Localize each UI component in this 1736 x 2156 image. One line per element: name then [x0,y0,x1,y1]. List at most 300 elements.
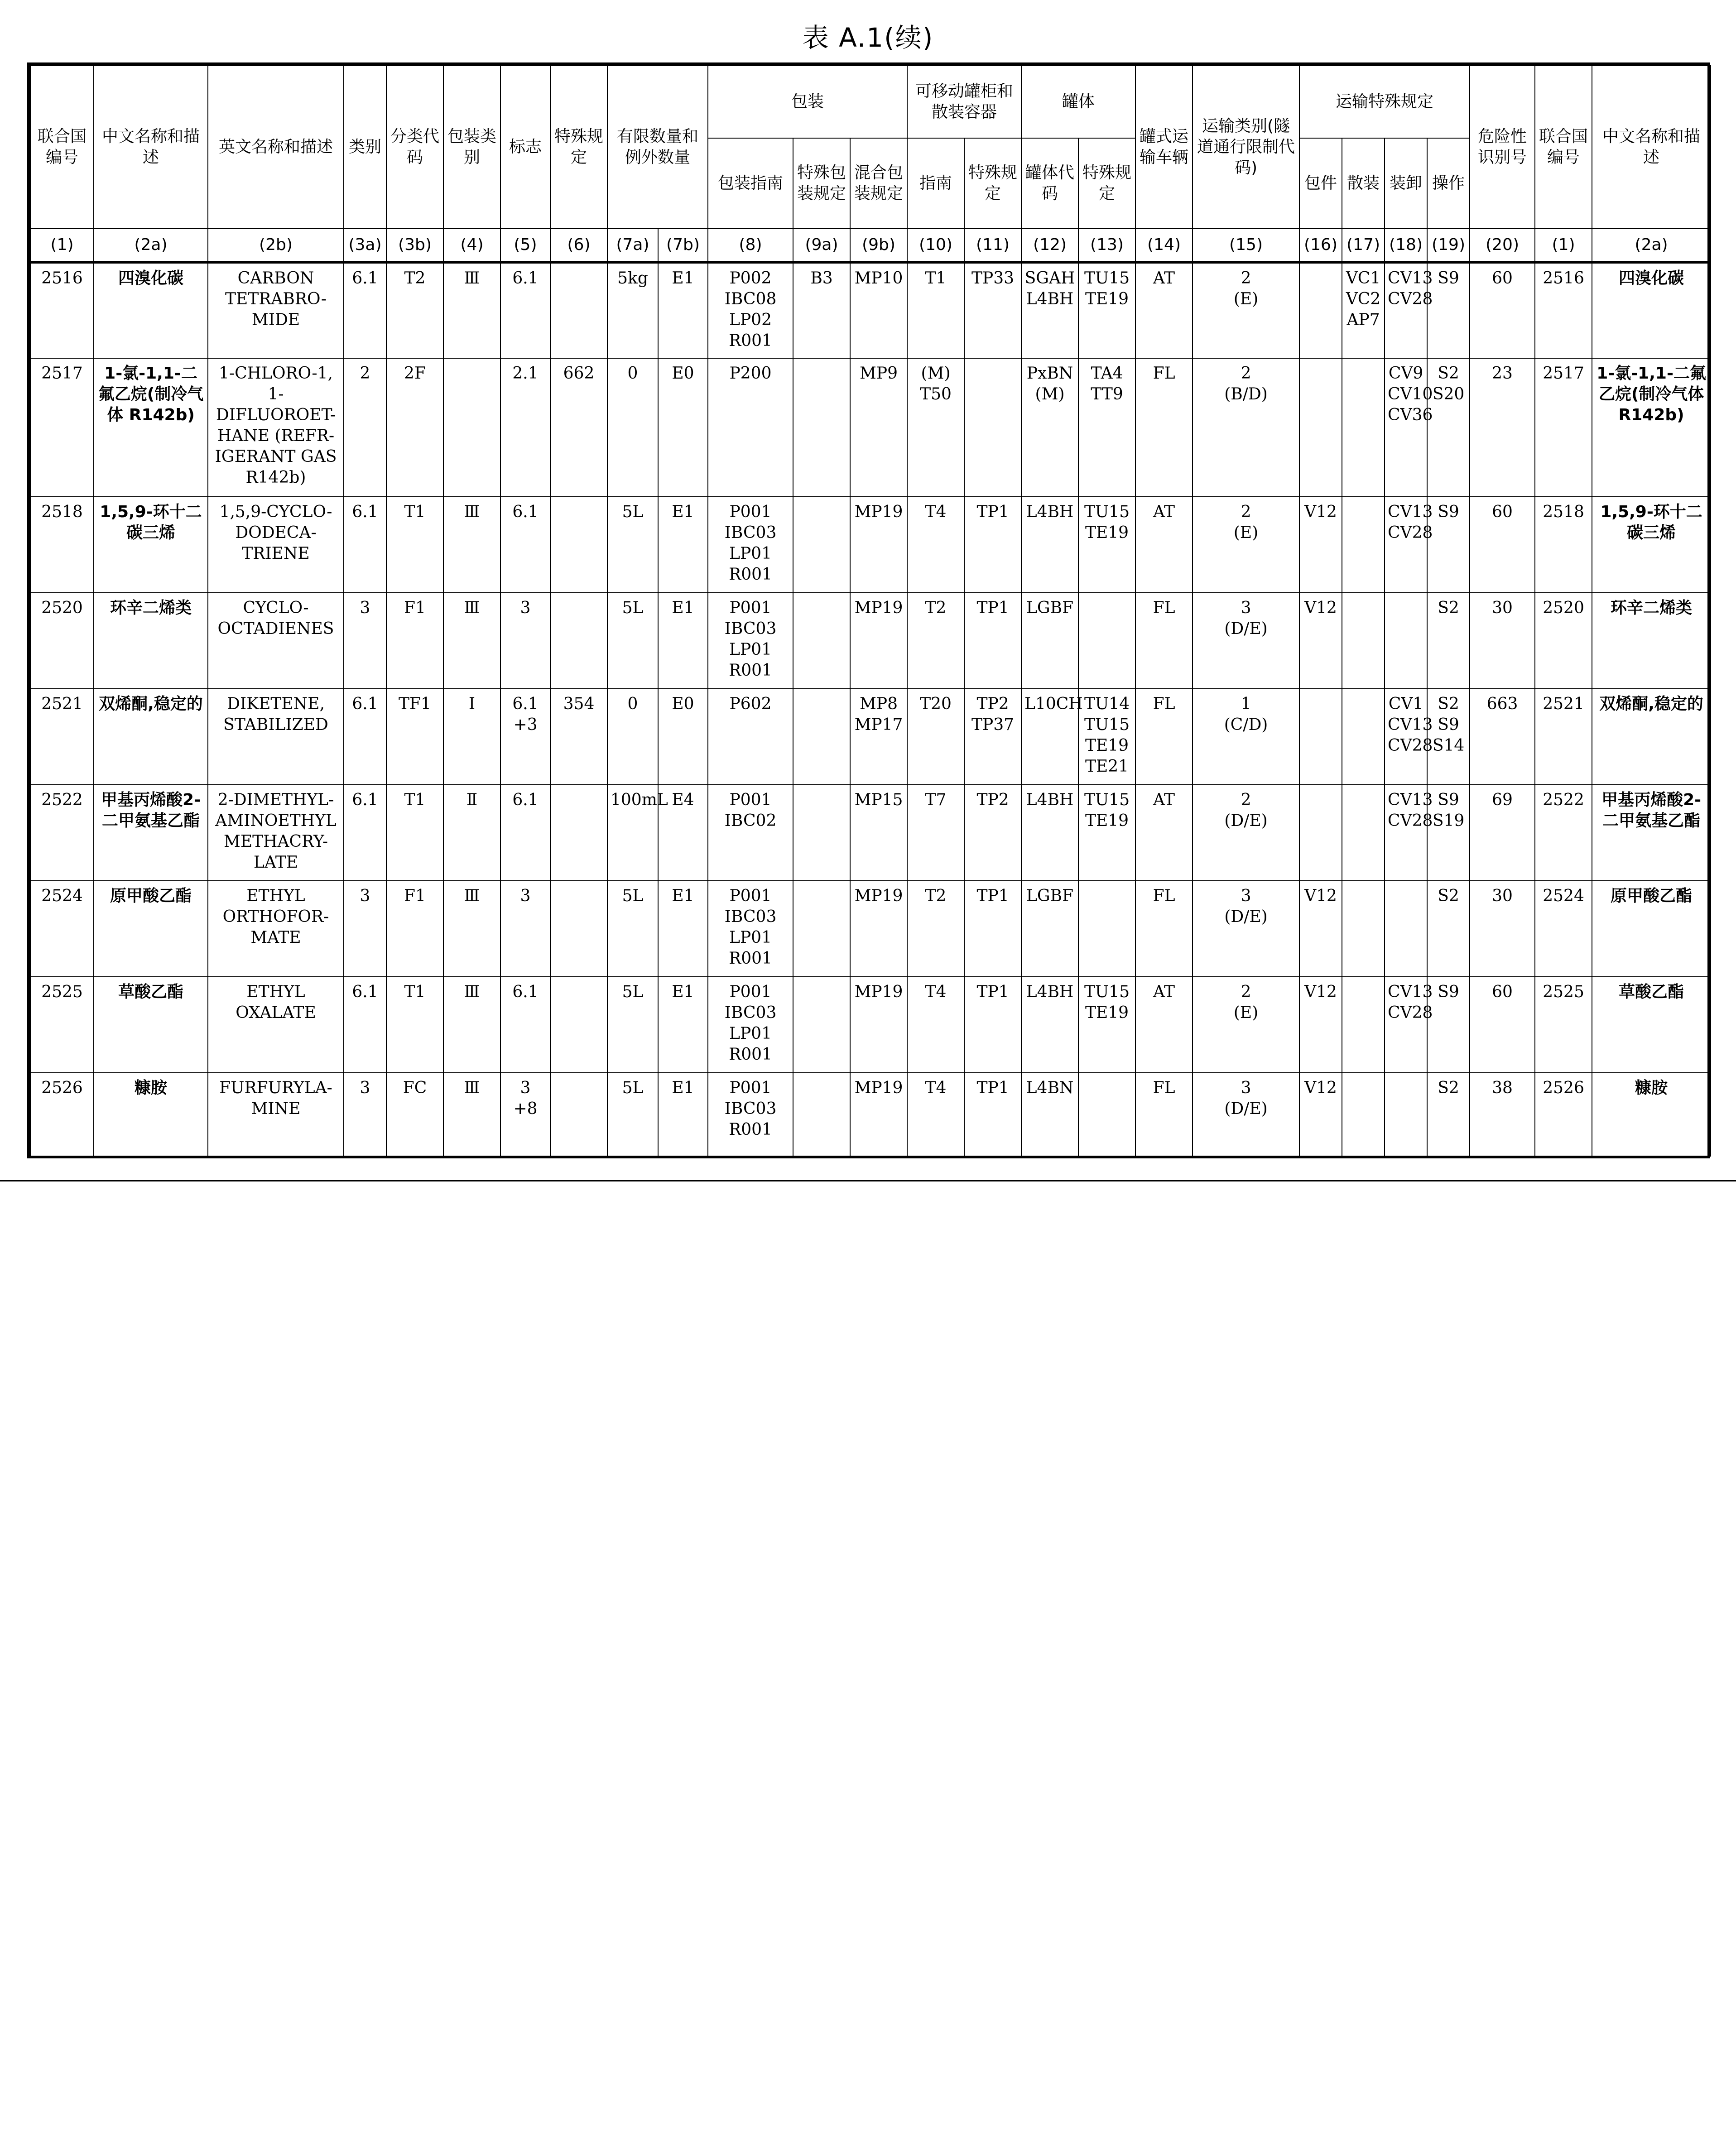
labels-cell [500,977,550,1073]
transport-category-line: 3 [1241,1079,1251,1097]
pt-special-text: TP33 [971,269,1015,288]
packaging-instructions-line: IBC03 [724,908,777,926]
class-code-cell: 2F [386,358,443,497]
column-number: (3a) [344,229,386,262]
tank-code-line: L4BN [1026,1079,1074,1097]
tank-code-line: L4BH [1026,503,1074,521]
st-bulk-line: AP7 [1346,311,1380,329]
column-number: (15) [1193,229,1299,262]
dangerous-goods-table [27,62,1710,1158]
pt-instructions-line: T2 [925,887,947,905]
transport-category-line: 2 [1241,503,1251,521]
un-no-2-cell: 2524 [1535,881,1592,977]
header-labels: 标志 [500,66,550,229]
column-number: (4) [443,229,500,262]
transport-category-line: (E) [1233,1004,1259,1022]
header-portable-tanks: 可移动罐柜和散装容器 [907,66,1021,138]
footer-rule [0,1180,1736,1181]
mixed-packing-cell [850,881,907,977]
special-packing-cell [793,497,850,593]
mixed-packing-text: MP19 [854,503,903,521]
special-provisions-cell [550,785,607,881]
un-no-cell: 2526 [30,1073,94,1156]
packing-group-cell: Ⅲ [443,262,500,358]
st-operation-line: S9 [1438,269,1459,288]
limited-qty-cell: 0 [607,358,658,497]
transport-category-cell [1193,358,1299,497]
name-cn-2-cell: 糠胺 [1592,1073,1711,1156]
pt-instructions-cell [907,593,964,689]
un-no-cell: 2516 [30,262,94,358]
packing-group-cell: Ⅰ [443,689,500,785]
tank-vehicle-cell: FL [1135,358,1193,497]
st-loading-cell [1385,262,1433,358]
st-bulk-cell [1342,593,1385,689]
pt-instructions-cell [907,1073,964,1156]
st-loading-line: CV10 [1388,385,1433,403]
pt-instructions-line: T50 [920,385,952,403]
st-bulk-cell [1342,881,1385,977]
st-bulk-cell [1342,785,1385,881]
column-number: (1) [1535,229,1592,262]
packaging-instructions-line: R001 [729,949,772,968]
tank-code-line: L4BH [1026,290,1074,308]
tank-vehicle-cell: AT [1135,497,1193,593]
column-number: (18) [1385,229,1427,262]
header-class-code: 分类代码 [386,66,443,229]
st-packages-cell: V12 [1299,497,1342,593]
st-bulk-cell [1342,262,1385,358]
st-operation-line: S9 [1438,715,1459,734]
tank-vehicle-cell: FL [1135,593,1193,689]
excepted-qty-cell: E0 [658,689,708,785]
excepted-qty-cell: E4 [658,785,708,881]
st-operation-line: S2 [1438,599,1459,617]
pt-instructions-cell [907,689,964,785]
st-loading-cell [1385,977,1433,1073]
column-number: (1) [30,229,94,262]
name-en-cell: 1-CHLORO-1, 1-DIFLUOROET-HANE (REFR-IGERANT GAS R142b) [208,358,344,497]
tank-special-line: TU15 [1084,791,1130,809]
pt-instructions-line: T4 [925,503,947,521]
packaging-instructions-cell [708,593,793,689]
tank-code-line: L10CH [1024,695,1083,713]
labels-cell [500,497,550,593]
mixed-packing-text: MP19 [854,983,903,1001]
st-packages-cell: V12 [1299,977,1342,1073]
transport-category-cell [1193,977,1299,1073]
pt-instructions-line: T4 [925,1079,947,1097]
name-cn-2-cell: 原甲酸乙酯 [1592,881,1711,977]
st-packages-cell: V12 [1299,881,1342,977]
un-no-2-cell: 2525 [1535,977,1592,1073]
special-packing-cell [793,593,850,689]
tank-special-line: TE19 [1085,736,1129,755]
un-no-2-cell: 2521 [1535,689,1592,785]
labels-cell [500,1073,550,1156]
un-no-2-cell: 2517 [1535,358,1592,497]
table-row [30,785,1711,881]
st-packages-cell [1299,785,1342,881]
packaging-instructions-cell [708,262,793,358]
st-loading-cell [1385,689,1433,785]
tank-special-cell [1078,1073,1135,1156]
st-packages-cell: V12 [1299,593,1342,689]
tank-code-line: PxBN [1026,364,1073,383]
st-operation-cell [1427,262,1470,358]
st-operation-line: S2 [1438,695,1459,713]
st-loading-line: CV28 [1388,736,1433,755]
column-number: (2a) [1592,229,1711,262]
name-cn-2-cell: 1-氯-1,1-二氟乙烷(制冷气体 R142b) [1592,358,1711,497]
header-special-provisions: 特殊规定 [550,66,607,229]
st-loading-line: CV13 [1388,791,1433,809]
st-operation-line: S9 [1438,983,1459,1001]
header-un-no: 联合国编号 [30,66,94,229]
special-packing-cell [793,785,850,881]
hazard-id-cell: 30 [1470,593,1535,689]
un-no-cell: 2525 [30,977,94,1073]
special-provisions-cell: 354 [550,689,607,785]
tank-code-line: LGBF [1026,599,1074,617]
column-number: (3b) [386,229,443,262]
st-operation-cell [1427,358,1470,497]
un-no-cell: 2524 [30,881,94,977]
hazard-id-cell: 23 [1470,358,1535,497]
special-packing-cell [793,977,850,1073]
limited-qty-cell: 5L [607,1073,658,1156]
class-cell: 3 [344,881,386,977]
tank-code-cell [1021,1073,1078,1156]
transport-category-cell [1193,262,1299,358]
transport-category-line: 2 [1241,791,1251,809]
column-number: (17) [1342,229,1385,262]
labels-cell [500,689,550,785]
packaging-instructions-line: IBC03 [724,1004,777,1022]
packaging-instructions-cell [708,977,793,1073]
table-row [30,977,1711,1073]
packaging-instructions-line: IBC03 [724,619,777,638]
tank-code-cell [1021,593,1078,689]
name-en-cell: 1,5,9-CYCLO-DODECA-TRIENE [208,497,344,593]
transport-category-line: 2 [1241,269,1251,288]
column-number: (7b) [658,229,708,262]
pt-instructions-line: (M) [921,364,951,383]
class-cell: 6.1 [344,262,386,358]
class-code-cell: T1 [386,785,443,881]
labels-text: 3 [520,887,531,905]
pt-special-cell [964,977,1021,1073]
class-code-cell: F1 [386,593,443,689]
hazard-id-cell: 38 [1470,1073,1535,1156]
special-provisions-cell [550,881,607,977]
st-operation-cell [1427,977,1470,1073]
st-operation-cell [1427,593,1470,689]
st-loading-cell [1385,593,1427,689]
header-st-bulk: 散装 [1342,138,1385,229]
transport-category-line: (E) [1233,523,1259,542]
transport-category-line: (D/E) [1224,908,1268,926]
st-operation-line: S20 [1432,385,1465,403]
packing-group-cell: Ⅱ [443,785,500,881]
packaging-instructions-line: P002 [729,269,772,288]
special-provisions-cell [550,593,607,689]
packaging-instructions-cell [708,1073,793,1156]
st-packages-cell [1299,262,1342,358]
mixed-packing-cell [850,593,907,689]
st-operation-line: S2 [1438,1079,1459,1097]
packaging-instructions-line: LP01 [729,1024,772,1043]
column-number: (19) [1427,229,1470,262]
special-packing-cell [793,358,850,497]
transport-category-cell [1193,785,1299,881]
st-operation-line: S2 [1438,887,1459,905]
transport-category-cell [1193,689,1299,785]
class-cell: 3 [344,593,386,689]
mixed-packing-cell [850,689,907,785]
pt-special-text: TP1 [976,599,1009,617]
name-cn-2-cell: 甲基丙烯酸2-二甲氨基乙酯 [1592,785,1711,881]
excepted-qty-cell: E1 [658,977,708,1073]
packaging-instructions-line: LP01 [729,640,772,659]
pt-special-text: TP1 [976,503,1009,521]
st-loading-cell [1385,785,1433,881]
name-cn-cell: 原甲酸乙酯 [94,881,208,977]
un-no-2-cell: 2520 [1535,593,1592,689]
labels-cell [500,881,550,977]
pt-instructions-line: T4 [925,983,947,1001]
class-code-cell: F1 [386,881,443,977]
transport-category-cell [1193,881,1299,977]
st-operation-cell [1427,881,1470,977]
name-cn-cell: 双烯酮,稳定的 [94,689,208,785]
pt-special-cell [964,785,1021,881]
st-loading-line: CV13 [1388,269,1433,288]
header-name-cn-2: 中文名称和描述 [1592,66,1711,229]
pt-instructions-line: T2 [925,599,947,617]
hazard-id-cell: 30 [1470,881,1535,977]
class-cell: 3 [344,1073,386,1156]
st-operation-line: S9 [1438,503,1459,521]
transport-category-line: 3 [1241,887,1251,905]
tank-code-line: LGBF [1026,887,1074,905]
tank-vehicle-cell: AT [1135,785,1193,881]
st-loading-line: CV36 [1388,406,1433,424]
st-loading-line: CV1 [1388,695,1423,713]
tank-code-line: L4BH [1026,983,1074,1001]
page-title: 表 A.1(续) [802,22,934,53]
class-code-cell: T1 [386,497,443,593]
name-cn-cell: 四溴化碳 [94,262,208,358]
name-cn-cell: 环辛二烯类 [94,593,208,689]
tank-code-line: L4BH [1026,791,1074,809]
tank-vehicle-cell: FL [1135,689,1193,785]
column-number: (11) [964,229,1021,262]
st-packages-cell [1299,689,1342,785]
class-code-cell: FC [386,1073,443,1156]
pt-special-cell [964,593,1021,689]
st-bulk-cell [1342,497,1385,593]
table-row [30,358,1711,497]
limited-qty-cell: 5L [607,593,658,689]
pt-instructions-cell [907,977,964,1073]
excepted-qty-cell: E1 [658,593,708,689]
transport-category-line: (C/D) [1224,715,1268,734]
tank-special-line: TU15 [1084,269,1130,288]
header-pt-instructions: 指南 [907,138,964,229]
labels-text: 6.1 [512,791,539,809]
mixed-packing-text: MP10 [854,269,903,288]
tank-special-line: TE19 [1085,523,1129,542]
mixed-packing-cell [850,497,907,593]
tank-special-line: TU15 [1084,503,1130,521]
pt-special-text: TP2 [976,791,1009,809]
tank-special-cell [1078,689,1135,785]
st-packages-cell [1299,358,1342,497]
packaging-instructions-line: R001 [729,1045,772,1064]
packaging-instructions-line: P001 [729,1079,772,1097]
tank-vehicle-cell: AT [1135,262,1193,358]
transport-category-line: 1 [1241,695,1251,713]
limited-qty-cell: 5kg [607,262,658,358]
column-number: (7a) [607,229,658,262]
name-cn-cell: 糠胺 [94,1073,208,1156]
name-cn-cell: 1-氯-1,1-二氟乙烷(制冷气体 R142b) [94,358,208,497]
special-provisions-cell [550,497,607,593]
packaging-instructions-cell [708,497,793,593]
labels-cell [500,593,550,689]
header-name-en: 英文名称和描述 [208,66,344,229]
pt-special-cell [964,1073,1021,1156]
mixed-packing-cell [850,977,907,1073]
column-number: (13) [1078,229,1135,262]
packaging-instructions-line: IBC03 [724,1100,777,1118]
table-row [30,262,1711,358]
limited-qty-cell: 5L [607,497,658,593]
un-no-cell: 2522 [30,785,94,881]
header-packing-group: 包装类别 [443,66,500,229]
class-cell: 6.1 [344,977,386,1073]
limited-qty-cell: 5L [607,881,658,977]
tank-special-cell [1078,358,1135,497]
column-number: (12) [1021,229,1078,262]
tank-code-line: SGAH [1024,269,1075,288]
pt-instructions-cell [907,262,964,358]
labels-text: 2.1 [512,364,539,383]
tank-special-line: TE19 [1085,812,1129,830]
header-special-transport: 运输特殊规定 [1299,66,1470,138]
pt-special-text: TP1 [976,983,1009,1001]
name-en-cell: CARBON TETRABRO-MIDE [208,262,344,358]
header-tanks: 罐体 [1021,66,1135,138]
column-number: (9b) [850,229,907,262]
hazard-id-cell: 60 [1470,262,1535,358]
table-body [30,262,1711,1156]
tank-code-cell [1021,262,1078,358]
class-cell: 2 [344,358,386,497]
un-no-cell: 2521 [30,689,94,785]
header-tank-vehicle: 罐式运输车辆 [1135,66,1193,229]
limited-qty-cell: 0 [607,689,658,785]
tank-special-line: TE19 [1085,1004,1129,1022]
st-packages-cell: V12 [1299,1073,1342,1156]
labels-text: 3 [520,599,531,617]
limited-qty-cell: 100mL [607,785,658,881]
tank-vehicle-cell: AT [1135,977,1193,1073]
st-loading-line: CV13 [1388,503,1433,521]
name-en-cell: FURFURYLA-MINE [208,1073,344,1156]
tank-code-cell [1021,689,1083,785]
column-number: (20) [1470,229,1535,262]
name-cn-cell: 草酸乙酯 [94,977,208,1073]
tank-code-cell [1021,497,1078,593]
transport-category-cell [1193,1073,1299,1156]
class-code-cell: TF1 [386,689,443,785]
mixed-packing-text: MP19 [854,887,903,905]
st-operation-line: S2 [1438,364,1459,383]
name-cn-cell: 甲基丙烯酸2-二甲氨基乙酯 [94,785,208,881]
special-packing-cell: B3 [793,262,850,358]
transport-category-cell [1193,497,1299,593]
tank-vehicle-cell: FL [1135,1073,1193,1156]
mixed-packing-cell [850,1073,907,1156]
labels-text: 6.1 [512,503,539,521]
packaging-instructions-cell [708,881,793,977]
tank-code-line: (M) [1035,385,1065,403]
column-number: (16) [1299,229,1342,262]
st-operation-cell [1427,689,1470,785]
pt-special-cell [964,881,1021,977]
header-mixed-packing: 混合包装规定 [850,138,907,229]
column-number: (14) [1135,229,1193,262]
pt-instructions-cell [907,358,964,497]
special-provisions-cell: 662 [550,358,607,497]
name-cn-2-cell: 草酸乙酯 [1592,977,1711,1073]
class-cell: 6.1 [344,785,386,881]
packing-group-cell: Ⅲ [443,593,500,689]
packaging-instructions-cell [708,785,793,881]
excepted-qty-cell: E1 [658,1073,708,1156]
table-row [30,689,1711,785]
name-cn-2-cell: 双烯酮,稳定的 [1592,689,1711,785]
column-number-row [30,229,1711,262]
packing-group-cell: Ⅲ [443,497,500,593]
header-special-packing: 特殊包装规定 [793,138,850,229]
header-transport-category: 运输类别(隧道通行限制代码) [1193,66,1299,229]
st-loading-line: CV28 [1388,290,1433,308]
class-cell: 6.1 [344,689,386,785]
name-cn-2-cell: 1,5,9-环十二碳三烯 [1592,497,1711,593]
tank-special-cell [1078,262,1135,358]
tank-code-cell [1021,881,1078,977]
mixed-packing-cell [850,358,907,497]
tank-special-cell [1078,977,1135,1073]
st-bulk-cell [1342,689,1385,785]
tank-special-line: TU15 [1084,983,1130,1001]
packaging-instructions-line: P001 [729,887,772,905]
transport-category-line: 2 [1241,983,1251,1001]
mixed-packing-text: MP19 [854,1079,903,1097]
name-cn-2-cell: 四溴化碳 [1592,262,1711,358]
packaging-instructions-line: P001 [729,599,772,617]
st-bulk-cell [1342,358,1385,497]
st-loading-line: CV13 [1388,983,1433,1001]
packaging-instructions-line: P602 [729,695,772,713]
pt-instructions-cell [907,785,964,881]
header-pt-special: 特殊规定 [964,138,1021,229]
special-packing-cell [793,689,850,785]
st-bulk-line: VC1 [1346,269,1381,288]
